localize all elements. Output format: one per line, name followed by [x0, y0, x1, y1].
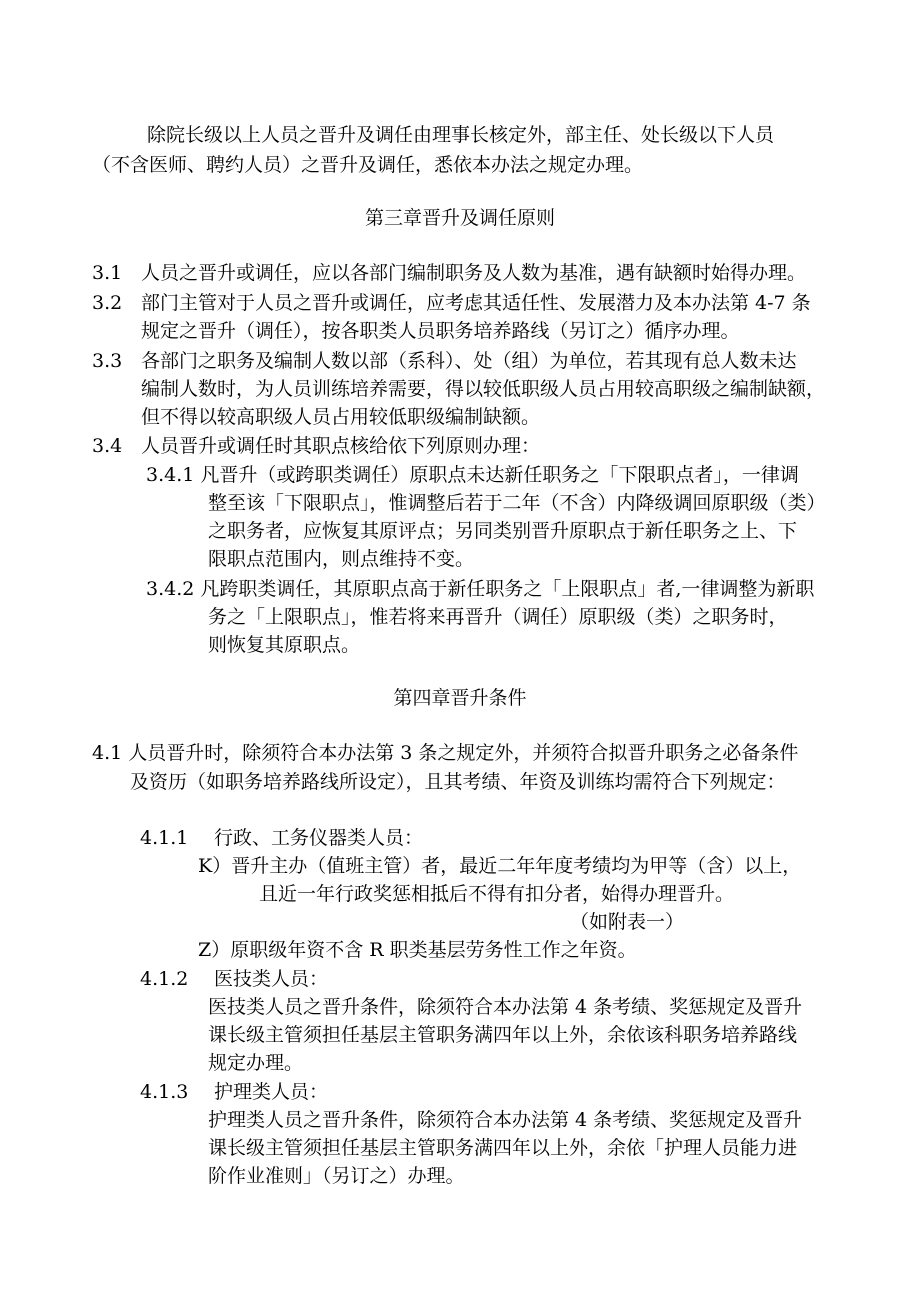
section-4-1-3-line-2: 课长级主管须担任基层主管职务满四年以上外，余依「护理人员能力进	[208, 1137, 798, 1159]
section-4-1-3-line-3: 阶作业准则」（另订之）办理。	[208, 1165, 465, 1187]
section-3-3-number: 3.3	[92, 350, 123, 372]
section-4-1-1-z-line: Z）原职级年资不含 R 职类基层劳务性工作之年资。	[198, 939, 637, 961]
section-4-1-3-line-1: 护理类人员之晋升条件，除须符合本办法第 4 条考绩、奖惩规定及晋升	[208, 1109, 803, 1131]
section-3-3-line-2: 编制人数时，为人员训练培养需要，得以较低职级人员占用较高职级之编制缺额，	[141, 378, 826, 400]
section-3-4-1-line-3: 之职务者，应恢复其原评点；另同类别晋升原职点于新任职务之上、下	[208, 520, 798, 542]
intro-line-1: 除院长级以上人员之晋升及调任由理事长核定外，部主任、处长级以下人员	[147, 124, 775, 146]
section-3-1-number: 3.1	[92, 262, 123, 284]
section-4-1-2-line-3: 规定办理。	[208, 1052, 304, 1074]
section-3-4-2-line-3: 则恢复其原职点。	[208, 634, 361, 656]
section-3-3-line-1: 各部门之职务及编制人数以部（系科）、处（组）为单位，若其现有总人数未达	[141, 350, 797, 372]
section-3-4-line-1: 人员晋升或调任时其职点核给依下列原则办理：	[141, 435, 541, 457]
section-3-1-line-1: 人员之晋升或调任，应以各部门编制职务及人数为基准，遇有缺额时始得办理。	[141, 262, 807, 284]
section-4-1-1-number: 4.1.1	[140, 827, 189, 849]
section-4-1-2-line-2: 课长级主管须担任基层主管职务满四年以上外，余依该科职务培养路线	[208, 1024, 798, 1046]
section-4-1-1-k-line-1: K）晋升主办（值班主管）者，最近二年年度考绩均为甲等（含）以上，	[198, 855, 802, 877]
section-4-1-2-title: 医技类人员：	[214, 968, 329, 990]
section-4-1-line-1: 4.1 人员晋升时，除须符合本办法第 3 条之规定外，并须符合拟晋升职务之必备条件	[92, 742, 799, 764]
chapter-3-title: 第三章晋升及调任原则	[364, 207, 555, 229]
section-4-1-3-number: 4.1.3	[140, 1081, 189, 1103]
section-4-1-2-number: 4.1.2	[140, 968, 189, 990]
section-3-2-line-1: 部门主管对于人员之晋升或调任，应考虑其适任性、发展潜力及本办法第 4-7 条	[141, 292, 811, 314]
section-3-4-number: 3.4	[92, 435, 123, 457]
section-4-1-3-title: 护理类人员：	[214, 1081, 329, 1103]
section-4-1-2-line-1: 医技类人员之晋升条件，除须符合本办法第 4 条考绩、奖惩规定及晋升	[208, 996, 803, 1018]
section-3-2-line-2: 规定之晋升（调任），按各职类人员职务培养路线（另订之）循序办理。	[141, 320, 740, 342]
section-4-1-1-note: （如附表一）	[570, 911, 685, 933]
section-4-1-1-title: 行政、工务仪器类人员：	[214, 827, 424, 849]
section-3-4-2-line-1: 3.4.2 凡跨职类调任，其原职点高于新任职务之「上限职点」者,一律调整为新职	[146, 578, 815, 600]
section-3-4-1-line-1: 3.4.1 凡晋升（或跨职类调任）原职点未达新任职务之「下限职点者」，一律调	[146, 464, 799, 486]
chapter-4-title: 第四章晋升条件	[393, 687, 527, 709]
section-4-1-1-k-line-2: 且近一年行政奖惩相抵后不得有扣分者，始得办理晋升。	[259, 883, 735, 905]
section-3-3-line-3: 但不得以较高职级人员占用较低职级编制缺额。	[141, 406, 541, 428]
section-3-4-1-line-2: 整至该「下限职点」，惟调整后若于二年（不含）内降级调回原职级（类）	[208, 492, 826, 514]
intro-line-2: （不含医师、聘约人员）之晋升及调任，悉依本办法之规定办理。	[92, 154, 644, 176]
section-4-1-line-2: 及资历（如职务培养路线所设定），且其考绩、年资及训练均需符合下列规定：	[130, 771, 786, 793]
section-3-2-number: 3.2	[92, 292, 123, 314]
section-3-4-2-line-2: 务之「上限职点」，惟若将来再晋升（调任）原职级（类）之职务时，	[208, 606, 788, 628]
section-3-4-1-line-4: 限职点范围内，则点维持不变。	[208, 548, 475, 570]
